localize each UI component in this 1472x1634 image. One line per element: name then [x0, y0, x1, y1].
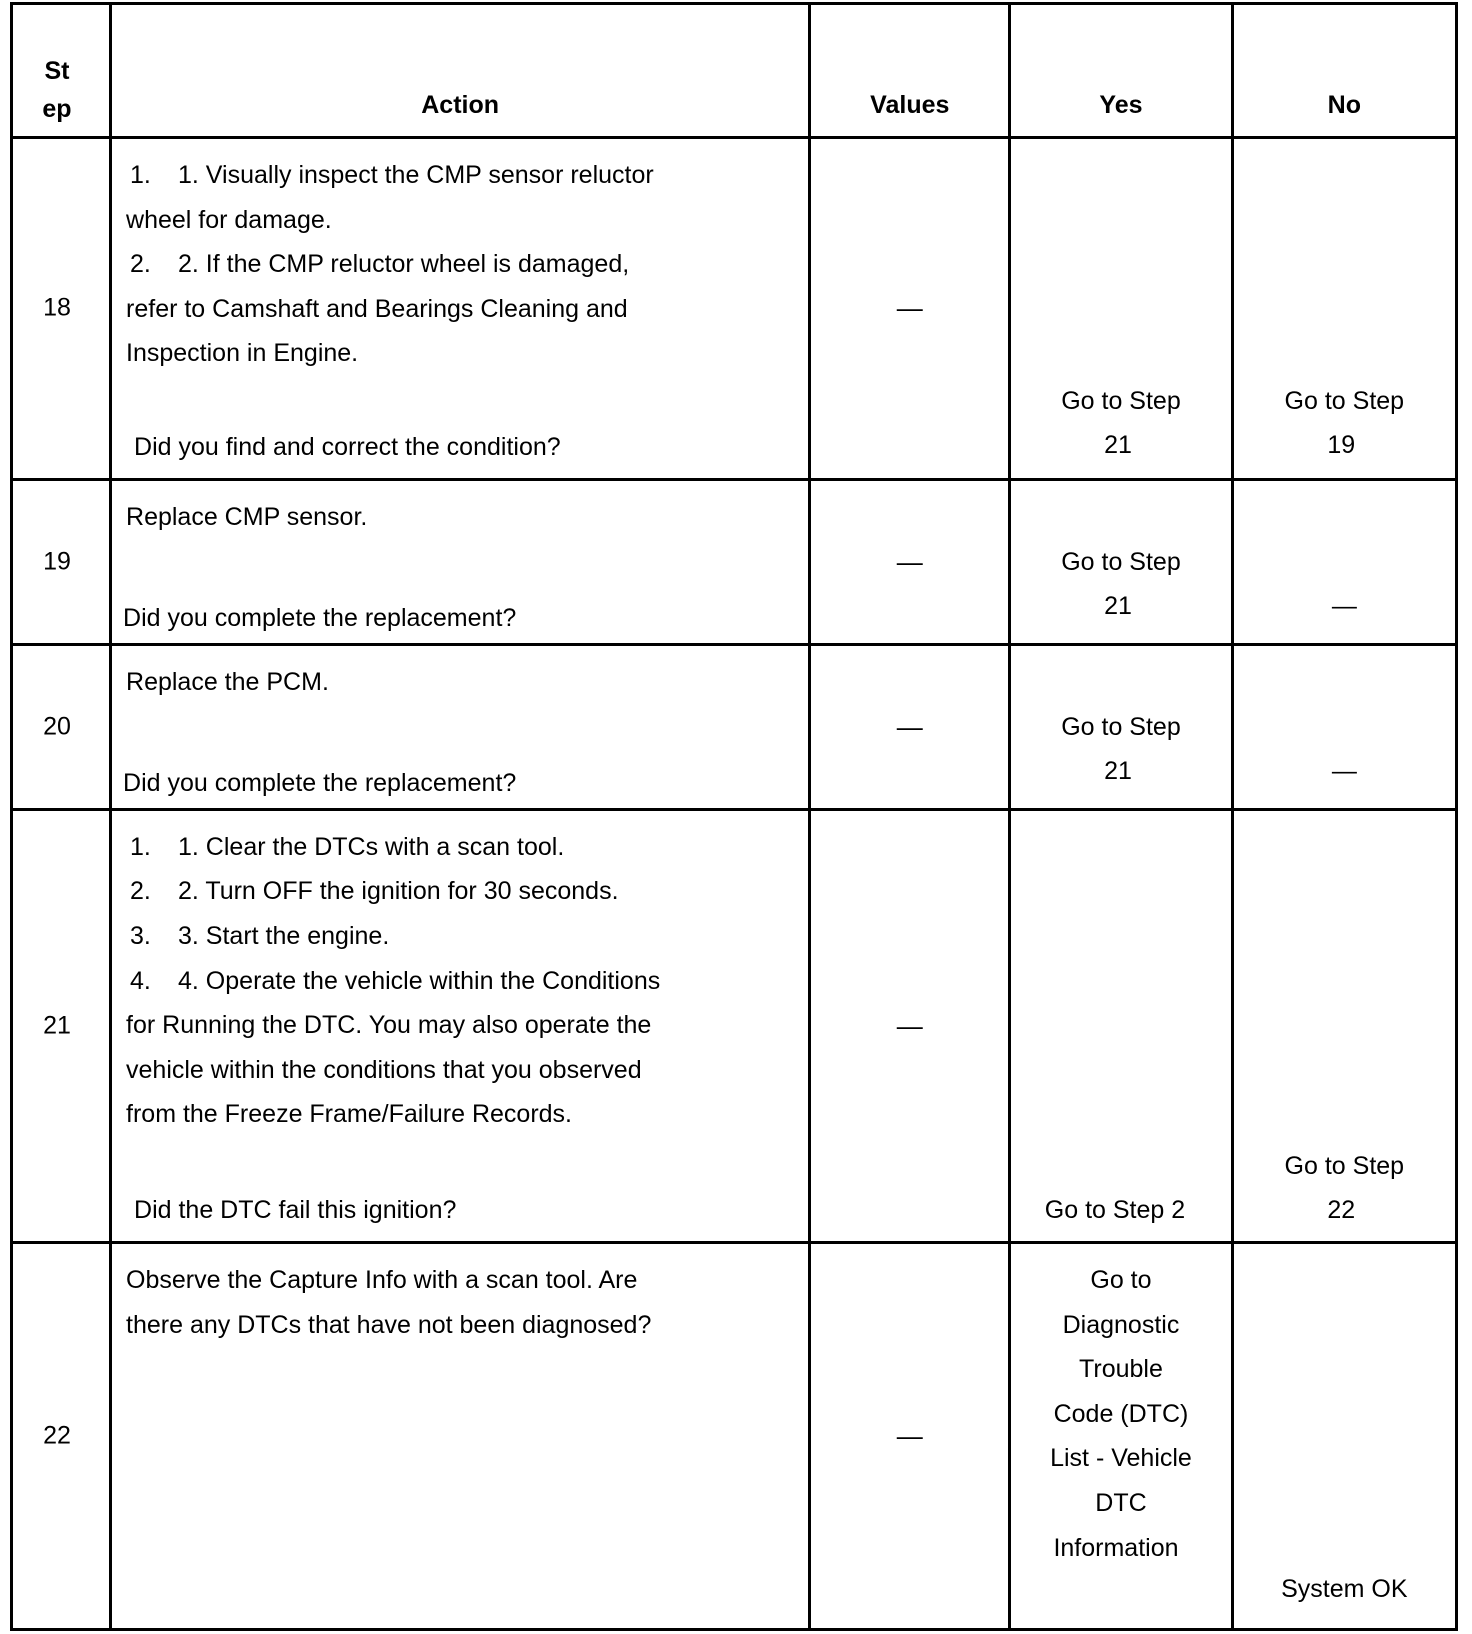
- yes-link-line: Code (DTC): [1053, 1399, 1189, 1428]
- diagnostic-steps-table: [10, 2, 1458, 1631]
- yes-cell: [1010, 138, 1232, 480]
- header-step: [12, 4, 111, 138]
- step-cell: [12, 138, 111, 480]
- no-cell: [1232, 809, 1456, 1242]
- header-step-line1: St: [44, 57, 70, 85]
- values-dash: —: [896, 1010, 923, 1041]
- table-row-step-21: [12, 809, 1457, 1242]
- yes-step-number: 21: [1104, 431, 1132, 460]
- action-line: 1. 1. Visually inspect the CMP sensor reluctor: [130, 161, 654, 189]
- action-cell: [111, 1243, 810, 1630]
- action-line: 1. 1. Clear the DTCs with a scan tool.: [130, 832, 565, 861]
- no-system-ok: System OK: [1281, 1575, 1408, 1604]
- action-cell: [111, 479, 810, 644]
- no-step-number: 22: [1327, 1196, 1356, 1225]
- yes-step-number: 21: [1104, 757, 1132, 786]
- yes-link-line: List - Vehicle: [1050, 1444, 1192, 1473]
- action-line: Observe the Capture Info with a scan tool. Are: [126, 1266, 638, 1295]
- action-question: Did the DTC fail this ignition?: [134, 1196, 457, 1225]
- step-number: 22: [43, 1421, 71, 1450]
- step-cell: [12, 479, 111, 644]
- table-row-step-20: [12, 644, 1457, 809]
- action-cell: [111, 138, 810, 480]
- no-cell: [1232, 1243, 1456, 1630]
- action-line: Replace CMP sensor.: [126, 502, 368, 531]
- step-number: 18: [43, 294, 71, 323]
- table-row-step-19: [12, 479, 1457, 644]
- values-dash: —: [896, 711, 923, 742]
- action-line: wheel for damage.: [126, 205, 332, 234]
- yes-link-line: DTC: [1095, 1489, 1147, 1517]
- no-cell: [1232, 644, 1456, 809]
- header-action: Action: [111, 4, 810, 138]
- header-no: No: [1232, 4, 1456, 138]
- yes-link-text: Go to Step: [1061, 547, 1181, 576]
- step-cell: [12, 809, 111, 1242]
- action-line: refer to Camshaft and Bearings Cleaning and: [126, 294, 628, 323]
- table-row-step-22: [12, 1243, 1457, 1630]
- yes-link-line: Go to: [1090, 1266, 1152, 1295]
- action-cell: [111, 809, 810, 1242]
- yes-link-text: Go to Step: [1061, 386, 1181, 415]
- header-values: Values: [810, 4, 1010, 138]
- values-cell: [810, 138, 1010, 480]
- values-cell: [810, 479, 1010, 644]
- action-line: Replace the PCM.: [126, 667, 329, 696]
- action-line: there any DTCs that have not been diagnosed?: [126, 1310, 652, 1339]
- header-row: [12, 4, 1457, 138]
- yes-link-line: Diagnostic: [1062, 1310, 1180, 1339]
- action-line: vehicle within the conditions that you observed: [126, 1055, 642, 1084]
- yes-cell: [1010, 479, 1232, 644]
- step-cell: [12, 1243, 111, 1630]
- step-number: 21: [43, 1011, 71, 1040]
- no-cell: [1232, 138, 1456, 480]
- action-line: from the Freeze Frame/Failure Records.: [126, 1100, 572, 1129]
- no-cell: [1232, 479, 1456, 644]
- header-yes: Yes: [1010, 4, 1232, 138]
- yes-link-text: Go to Step 2: [1044, 1196, 1186, 1225]
- values-dash: —: [896, 546, 923, 577]
- no-dash: —: [1331, 757, 1357, 786]
- values-dash: —: [896, 1420, 923, 1451]
- action-line: for Running the DTC. You may also operate the: [126, 1011, 652, 1040]
- action-question: Did you complete the replacement?: [123, 604, 517, 633]
- step-cell: [12, 644, 111, 809]
- step-number: 20: [43, 712, 71, 741]
- yes-link-text: Go to Step: [1061, 712, 1181, 741]
- values-cell: [810, 644, 1010, 809]
- no-step-number: 19: [1327, 431, 1356, 460]
- no-dash: —: [1331, 592, 1357, 621]
- action-line: 3. 3. Start the engine.: [130, 922, 390, 951]
- table-row-step-18: [12, 138, 1457, 480]
- values-cell: [810, 1243, 1010, 1630]
- action-line: 2. 2. Turn OFF the ignition for 30 seconds.: [130, 877, 619, 906]
- action-line: 2. 2. If the CMP reluctor wheel is damaged,: [130, 250, 630, 279]
- yes-step-number: 21: [1104, 592, 1132, 621]
- no-link-text: Go to Step: [1284, 1151, 1405, 1180]
- step-number: 19: [43, 547, 71, 576]
- action-line: Inspection in Engine.: [126, 339, 359, 368]
- yes-cell: [1010, 644, 1232, 809]
- action-question: Did you complete the replacement?: [123, 769, 517, 798]
- action-cell: [111, 644, 810, 809]
- action-question: Did you find and correct the condition?: [134, 433, 561, 462]
- yes-link-line: Trouble: [1079, 1355, 1163, 1384]
- yes-link-line: Information: [1053, 1533, 1179, 1562]
- values-dash: —: [896, 293, 923, 324]
- header-step-line2: ep: [42, 95, 72, 123]
- yes-cell: [1010, 1243, 1232, 1630]
- no-link-text: Go to Step: [1284, 386, 1405, 415]
- action-line: 4. 4. Operate the vehicle within the Conditions: [130, 966, 661, 995]
- yes-cell: [1010, 809, 1232, 1242]
- values-cell: [810, 809, 1010, 1242]
